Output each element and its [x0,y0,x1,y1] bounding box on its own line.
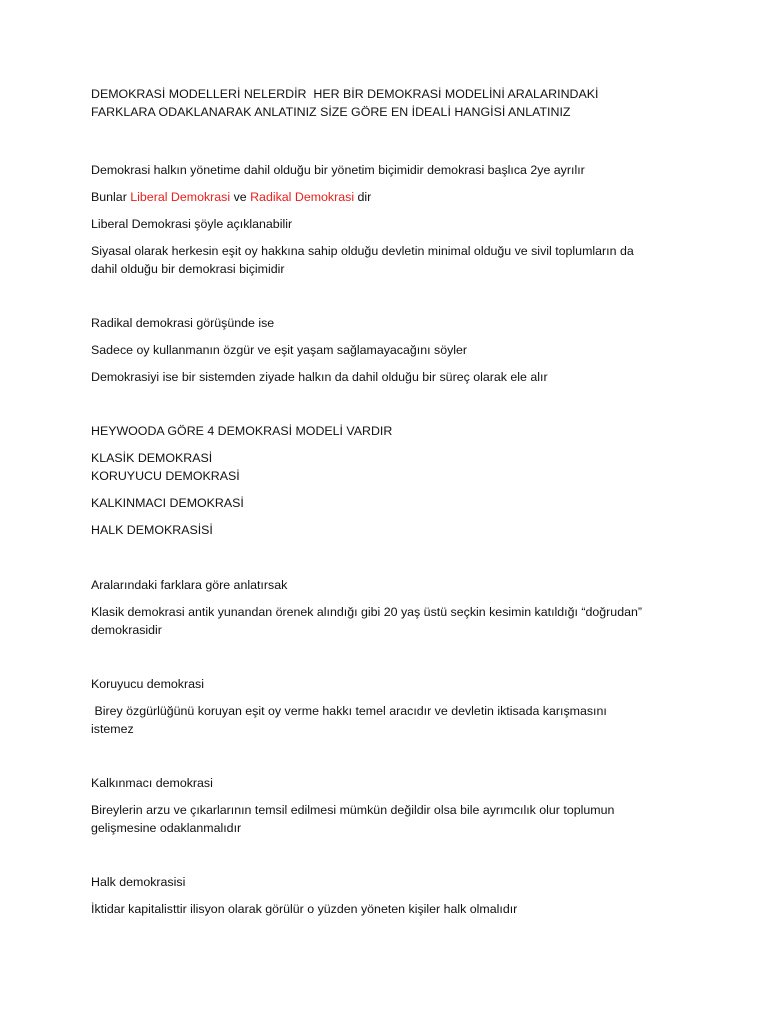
intro-paragraph: Demokrasi halkın yönetime dahil olduğu bir yönetim biçimidir demokrasi başlıca 2ye ayrılır [91,163,585,177]
models-list [91,449,681,539]
model-koruyucu: KORUYUCU DEMOKRASİ [91,469,240,483]
radikal-line-1: Sadece oy kullanmanın özgür ve eşit yaşam sağlamayacağını söyler [91,343,468,357]
liberal-heading: Liberal Demokrasi şöyle açıklanabilir [91,217,293,231]
klasik-line-2: demokrasidir [91,623,162,637]
model-kalkinmaci: KALKINMACI DEMOKRASİ [91,496,244,510]
koruyucu-line-2: istemez [91,722,134,736]
title-line-1: DEMOKRASİ MODELLERİ NELERDİR HER BİR DEMOKRASİ MODELİNİ ARALARINDAKİ [91,87,599,101]
title-line-2: FARKLARA ODAKLANARAK ANLATINIZ SİZE GÖRE EN İDEALİ HANGİSİ ANLATINIZ [91,105,571,119]
liberal-line-1: Siyasal olarak herkesin eşit oy hakkına sahip olduğu devletin minimal olduğu ve sivil toplumların da [91,244,634,258]
halk-heading: Halk demokrasisi [91,875,186,889]
liberal-line-2: dahil olduğu bir demokrasi biçimidir [91,262,285,276]
kalkinmaci-paragraph [91,801,681,837]
liberal-demokrasi-highlight: Liberal Demokrasi [130,190,231,204]
types-and: ve [230,190,251,204]
document-page [91,85,681,918]
kalkinmaci-line-1: Bireylerin arzu ve çıkarlarının temsil edilmesi mümkün değildir olsa bile ayrımcılık olur toplumun [91,803,615,817]
halk-line-1: İktidar kapitalisttir ilisyon olarak görülür o yüzden yöneten kişiler halk olmalıdır [91,902,518,916]
types-prefix: Bunlar [91,190,131,204]
koruyucu-paragraph [91,702,681,738]
radikal-heading: Radikal demokrasi görüşünde ise [91,316,275,330]
types-paragraph [91,188,681,206]
klasik-line-1: Klasik demokrasi antik yunandan örenek alındığı gibi 20 yaş üstü seçkin kesimin katıldığı “doğrudan” [91,605,642,619]
heywood-heading: HEYWOODA GÖRE 4 DEMOKRASİ MODELİ VARDIR [91,424,393,438]
types-suffix: dir [354,190,372,204]
koruyucu-line-1: Birey özgürlüğünü koruyan eşit oy verme hakkı temel aracıdır ve devletin iktisada karışmasını [91,704,607,718]
model-klasik: KLASİK DEMOKRASİ [91,451,213,465]
koruyucu-heading: Koruyucu demokrasi [91,677,204,691]
klasik-paragraph [91,603,681,639]
differences-heading: Aralarındaki farklara göre anlatırsak [91,578,288,592]
model-halk: HALK DEMOKRASİSİ [91,523,213,537]
radikal-demokrasi-highlight: Radikal Demokrasi [250,190,355,204]
liberal-paragraph [91,242,681,278]
document-title [91,85,681,121]
kalkinmaci-heading: Kalkınmacı demokrasi [91,776,213,790]
radikal-line-2: Demokrasiyi ise bir sistemden ziyade halkın da dahil olduğu bir süreç olarak ele alır [91,370,548,384]
kalkinmaci-line-2: gelişmesine odaklanmalıdır [91,821,242,835]
